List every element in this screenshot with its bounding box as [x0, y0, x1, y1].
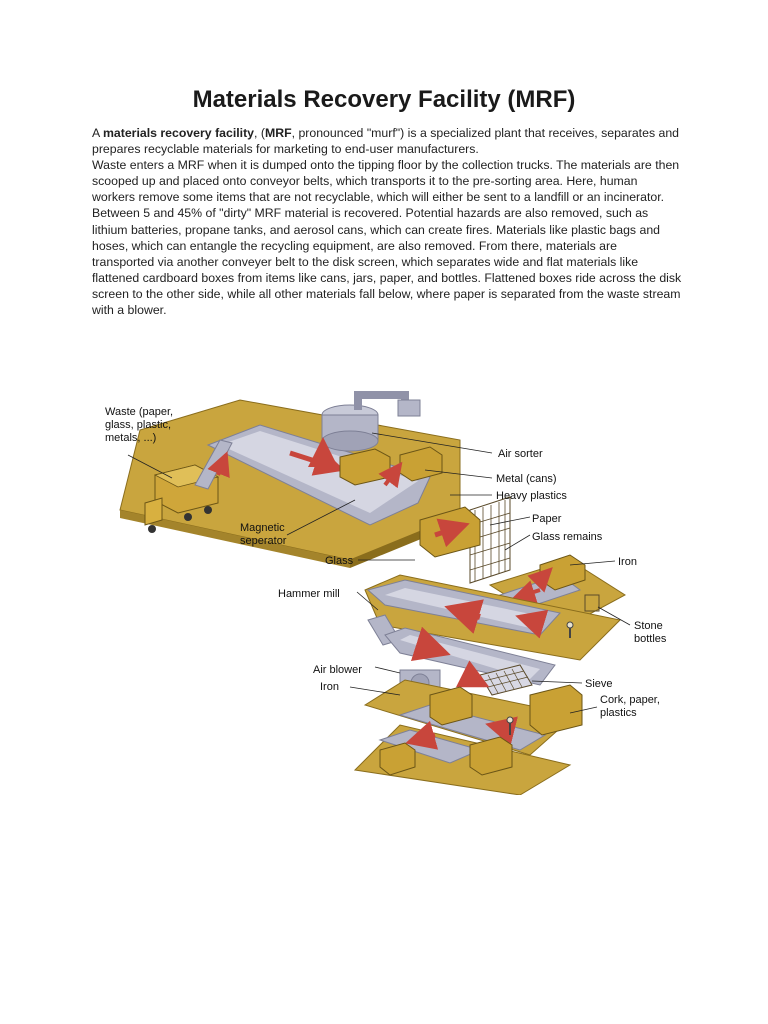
- term-mrf-abbrev: MRF: [264, 126, 292, 140]
- label-iron-right: Iron: [618, 556, 637, 568]
- intro-paragraph-2: Waste enters a MRF when it is dumped onto the tipping floor by the collection trucks. The materials are then scooped up and placed onto conveyor belts, which transports it to the pre-sorting area. Here, human workers remove some items that are not recyclable, which will either be sent to a landfill or an incinerator. Between 5 and 45% of "dirty" MRF material is recovered. Potential hazards are also removed, such as lithium batteries, propane tanks, and aerosol cans, which can create fires. Materials like plastic bags and hoses, which can entangle the recycling equipment, are also removed. From there, materials are transported via another conveyer belt to the disk screen, which separates wide and flat materials like flattened cardboard boxes from items like cans, jars, paper, and bottles. Flattened boxes ride across the disk screen to the other side, while all other materials fall below, where paper is separated from the waste stream with a blower.: [92, 158, 682, 318]
- label-hammer-mill: Hammer mill: [278, 588, 340, 600]
- mrf-illustration: [100, 385, 680, 795]
- label-metal-cans: Metal (cans): [496, 473, 557, 485]
- label-magnetic-separator: Magnetic seperator: [240, 522, 287, 547]
- label-heavy-plastics: Heavy plastics: [496, 490, 567, 502]
- label-air-blower: Air blower: [313, 664, 362, 676]
- intro-paragraph-1: [92, 125, 682, 157]
- label-paper: Paper: [532, 513, 562, 525]
- intro-p1-mid: , (: [254, 126, 265, 140]
- term-mrf-full: materials recovery facility: [102, 126, 255, 140]
- label-sieve: Sieve: [585, 678, 613, 690]
- page-title: Materials Recovery Facility (MRF): [192, 86, 576, 113]
- label-glass: Glass: [325, 555, 354, 567]
- label-glass-remains: Glass remains: [532, 531, 603, 543]
- label-waste: Waste (paper, glass, plastic, metals, ...): [105, 406, 174, 444]
- label-air-sorter: Air sorter: [498, 448, 543, 460]
- mrf-diagram: [100, 385, 680, 795]
- label-cork-paper-plastics: Cork, paper, plastics: [600, 694, 660, 719]
- lower-platform: [355, 680, 582, 795]
- intro-text: [92, 125, 682, 318]
- intro-p1-post: , pronounced "murf") is a specialized plant that receives, separates and prepares recyclable materials for marketing to end-user manufacturers.: [92, 126, 680, 157]
- intro-p1-pre: A: [92, 126, 103, 140]
- label-iron-left: Iron: [320, 681, 339, 693]
- label-stone-bottles: Stone bottles: [634, 620, 667, 645]
